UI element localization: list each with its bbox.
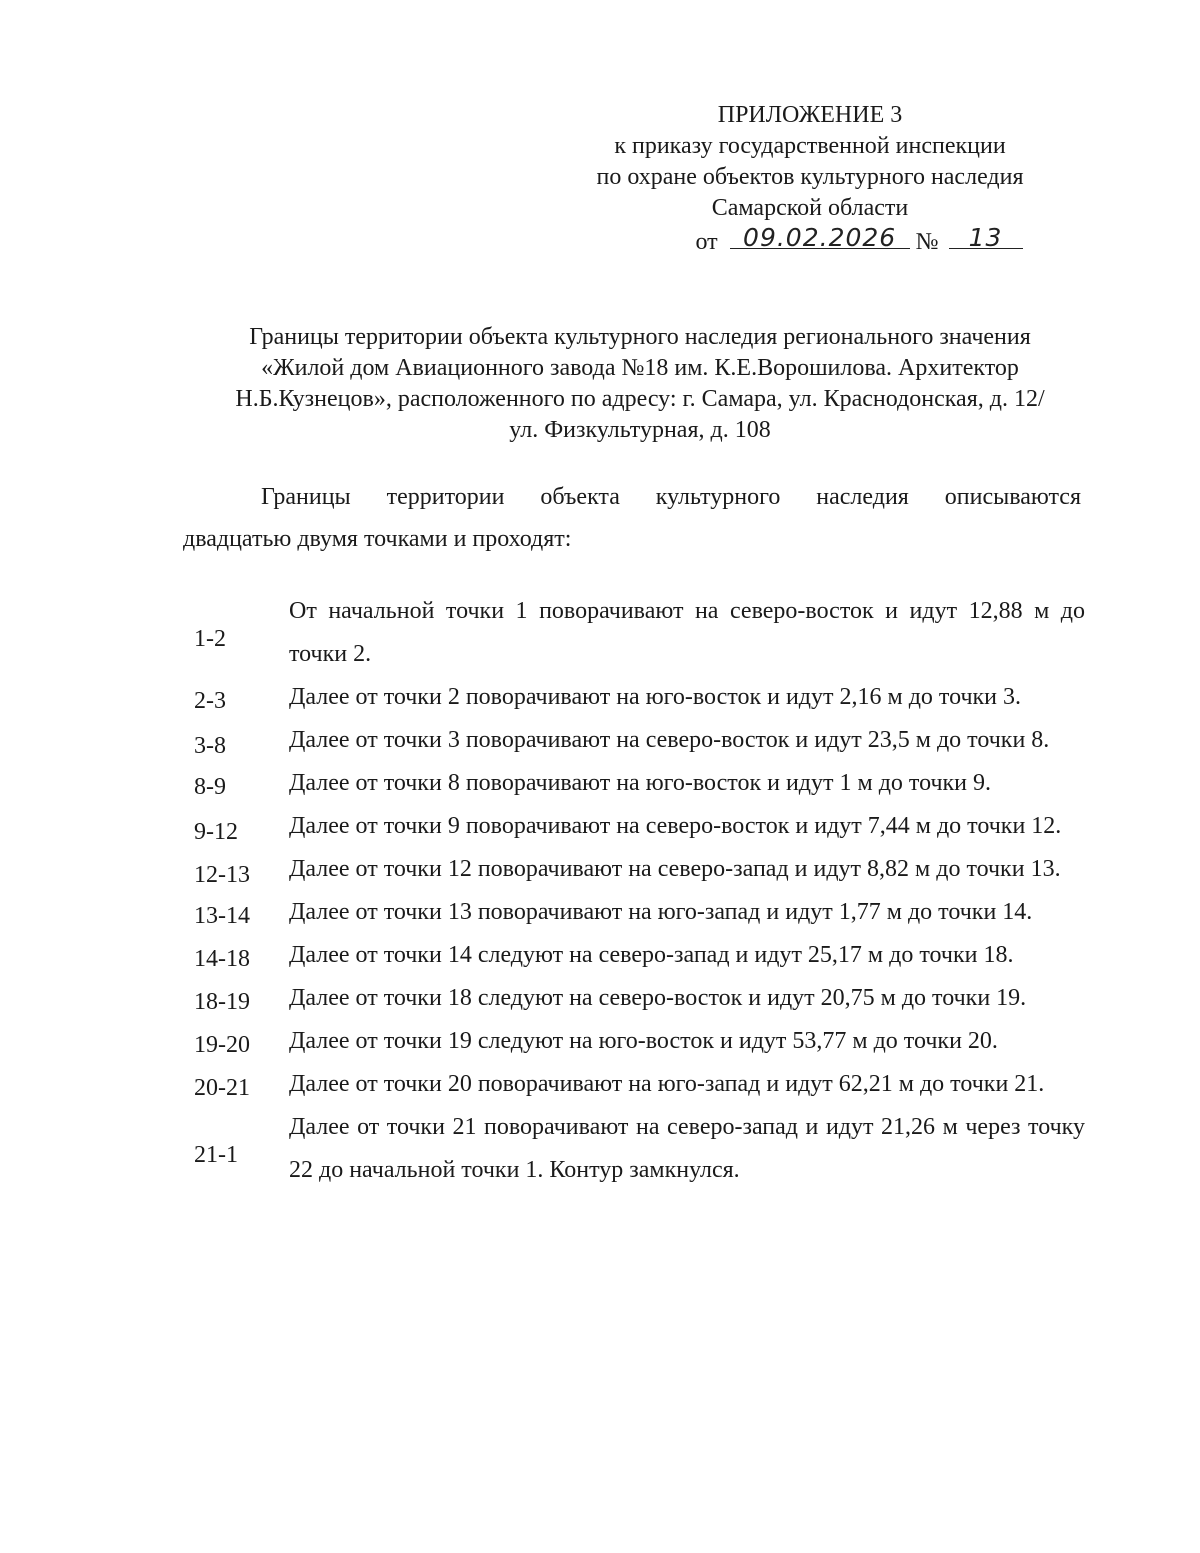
segment-description: Далее от точки 3 поворачивают на северо-восток и идут 23,5 м до точки 8. xyxy=(289,727,1050,753)
segment-code: 9-12 xyxy=(194,819,238,845)
segment-code: 18-19 xyxy=(194,989,250,1015)
segment-code: 1-2 xyxy=(194,625,226,652)
segment-row xyxy=(190,977,1085,1020)
segment-row xyxy=(190,848,1085,891)
segment-description: Далее от точки 12 поворачивают на северо-запад и идут 8,82 м до точки 13. xyxy=(289,856,1061,882)
segment-row xyxy=(190,1063,1085,1106)
handwritten-number: 13 xyxy=(968,223,1003,252)
segment-row xyxy=(190,891,1085,934)
segment-description: От начальной точки 1 поворачивают на северо-восток и идут 12,88 м до точки 2. xyxy=(289,598,1085,667)
segment-description: Далее от точки 14 следуют на северо-запад и идут 25,17 м до точки 18. xyxy=(289,942,1014,968)
appendix-header xyxy=(560,100,1060,258)
segment-code: 19-20 xyxy=(194,1032,250,1058)
order-date-number-line xyxy=(560,224,1060,258)
segment-code: 3-8 xyxy=(194,733,226,759)
segment-row xyxy=(190,805,1085,848)
date-field xyxy=(730,223,910,252)
segment-row xyxy=(190,1106,1085,1192)
intro-word: Границы xyxy=(261,484,351,510)
segment-description: Далее от точки 18 следуют на северо-восток и идут 20,75 м до точки 19. xyxy=(289,985,1027,1011)
title-line-1: Границы территории объекта культурного наследия регионального значения xyxy=(249,324,1031,350)
intro-word: территории xyxy=(386,484,505,510)
segment-row xyxy=(190,676,1085,719)
intro-word: культурного xyxy=(655,484,781,510)
segment-code: 8-9 xyxy=(194,774,226,800)
segment-code: 13-14 xyxy=(194,903,250,929)
appendix-label: ПРИЛОЖЕНИЕ 3 xyxy=(717,102,903,128)
segment-row xyxy=(190,762,1085,805)
number-prefix: № xyxy=(915,229,939,255)
segment-row xyxy=(190,1020,1085,1063)
intro-word: объекта xyxy=(540,484,620,510)
segment-description: Далее от точки 2 поворачивают на юго-восток и идут 2,16 м до точки 3. xyxy=(289,684,1022,710)
intro-word: описываются xyxy=(944,484,1081,510)
segment-code: 21-1 xyxy=(194,1141,238,1168)
segment-code: 20-21 xyxy=(194,1075,250,1101)
appendix-line-2: по охране объектов культурного наследия xyxy=(596,164,1024,190)
segment-row xyxy=(190,719,1085,762)
boundary-segments-list xyxy=(190,590,1085,1192)
segment-description: Далее от точки 8 поворачивают на юго-восток и идут 1 м до точки 9. xyxy=(289,770,992,796)
intro-line-2: двадцатью двумя точками и проходят: xyxy=(183,526,572,552)
segment-description: Далее от точки 9 поворачивают на северо-восток и идут 7,44 м до точки 12. xyxy=(289,813,1062,839)
title-line-3: Н.Б.Кузнецов», расположенного по адресу: г. Самара, ул. Краснодонская, д. 12/ xyxy=(235,386,1045,412)
segment-description: Далее от точки 20 поворачивают на юго-запад и идут 62,21 м до точки 21. xyxy=(289,1071,1045,1097)
document-title xyxy=(140,322,1140,446)
title-line-4: ул. Физкультурная, д. 108 xyxy=(509,417,771,443)
title-line-2: «Жилой дом Авиационного завода №18 им. К.Е.Ворошилова. Архитектор xyxy=(261,355,1019,381)
segment-code: 12-13 xyxy=(194,862,250,888)
segment-row xyxy=(190,590,1085,676)
segment-description: Далее от точки 19 следуют на юго-восток и идут 53,77 м до точки 20. xyxy=(289,1028,998,1054)
appendix-line-3: Самарской области xyxy=(711,195,909,221)
segment-code: 2-3 xyxy=(194,688,226,714)
segment-row xyxy=(190,934,1085,977)
date-prefix: от xyxy=(695,229,718,255)
segment-description: Далее от точки 21 поворачивают на северо-запад и идут 21,26 м через точку 22 до начальной точки 1. Контур замкнулся. xyxy=(289,1114,1085,1183)
appendix-line-1: к приказу государственной инспекции xyxy=(614,133,1006,159)
intro-line-1 xyxy=(183,476,1081,518)
handwritten-date: 09.02.2026 xyxy=(743,223,897,252)
number-field xyxy=(949,223,1023,252)
segment-description: Далее от точки 13 поворачивают на юго-запад и идут 1,77 м до точки 14. xyxy=(289,899,1033,925)
segment-code: 14-18 xyxy=(194,946,250,972)
intro-paragraph xyxy=(183,476,1081,560)
intro-word: наследия xyxy=(816,484,909,510)
